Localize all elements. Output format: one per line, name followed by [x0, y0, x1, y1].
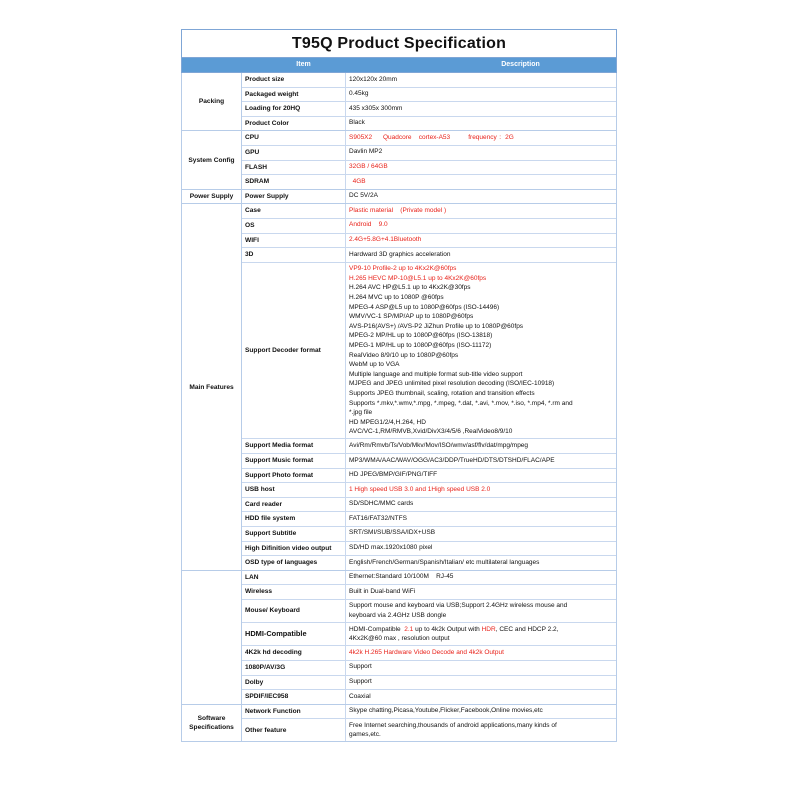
spec-value-text: Plastic material (Private model ): [349, 206, 447, 214]
spec-key: Support Decoder format: [242, 263, 346, 439]
spec-key: CPU: [242, 131, 346, 145]
spec-key: HDD file system: [242, 512, 346, 526]
spec-value-line: [349, 456, 613, 466]
spec-value-line: [349, 587, 613, 597]
spec-value-text: 32GB / 64GB: [349, 163, 388, 171]
spec-key: USB host: [242, 483, 346, 497]
spec-value-line: [349, 408, 613, 418]
table-row: [242, 705, 616, 719]
spec-group: [181, 73, 617, 131]
spec-value-line: [349, 322, 613, 332]
spec-value-text: Skype chatting,Picasa,Youtube,Flicker,Facebook,Online movies,etc: [349, 707, 543, 715]
spec-value-text: H.264 AVC HP@L5.1 up to 4Kx2K@30fps: [349, 284, 471, 292]
table-row: [242, 541, 616, 556]
spec-key: Power Supply: [242, 190, 346, 204]
spec-value-text: S905X2 Quadcore cortex-A53 frequency ：2G: [349, 133, 514, 141]
spec-value: [346, 263, 616, 439]
spec-value-text: HD MPEG1/2/4,H.264, HD: [349, 418, 426, 426]
table-row: [242, 526, 616, 541]
spec-value: [346, 556, 616, 570]
spec-value-text: 2.1: [404, 625, 414, 633]
spec-value-text: AVC/VC-1,RM/RMVB,Xvid/DivX3/4/5/6 ,RealVideo8/9/10: [349, 428, 513, 436]
spec-value: [346, 131, 616, 145]
spec-value-text: MPEG-2 MP/HL up to 1080P@60fps (ISO-13818): [349, 332, 493, 340]
spec-value: [346, 705, 616, 719]
spec-value-line: [349, 677, 613, 687]
spec-key: Mouse/ Keyboard: [242, 600, 346, 622]
page-title: T95Q Product Specification: [181, 29, 617, 57]
spec-value-line: [349, 427, 613, 437]
spec-value-text: Support: [349, 678, 372, 685]
spec-value: [346, 498, 616, 512]
table-row: [242, 482, 616, 497]
spec-value-line: [349, 379, 613, 389]
spec-value-text: 4GB: [349, 177, 366, 185]
spec-value: [346, 542, 616, 556]
spec-value: [346, 527, 616, 541]
spec-value: [346, 676, 616, 690]
spec-value-line: [349, 283, 613, 293]
spec-value-text: RealVideo 8/9/10 up to 1080P@60fps: [349, 351, 459, 359]
table-row: [242, 599, 616, 622]
spec-value-line: [349, 558, 613, 568]
table-row: [242, 174, 616, 189]
spec-value-text: 4k2k H.265 Hardware Video Decode and 4k2k Output: [349, 648, 504, 656]
spec-value: [346, 690, 616, 704]
spec-value: [346, 469, 616, 483]
spec-value-line: [349, 441, 613, 451]
spec-value-text: Support: [349, 663, 372, 671]
spec-value-text: up to 4k2k Output with: [413, 625, 482, 633]
spec-group: [181, 705, 617, 743]
spec-value-text: keyboard via 2.4GHz USB dongle: [349, 612, 447, 620]
spec-value-line: [349, 104, 613, 114]
spec-key: OS: [242, 219, 346, 233]
spec-key: Loading for 20HQ: [242, 102, 346, 116]
spec-value-text: games,etc.: [349, 731, 381, 739]
spec-value: [346, 117, 616, 131]
spec-key: GPU: [242, 146, 346, 160]
table-row: [242, 584, 616, 599]
spec-value-text: H.265 HEVC MP-10@L5.1 up to 4Kx2K@60fps: [349, 274, 487, 282]
spec-value: [346, 512, 616, 526]
spec-group: [181, 204, 617, 570]
table-row: [242, 145, 616, 160]
group-name: Packing: [182, 73, 242, 130]
spec-value-text: SD/SDHC/MMC cards: [349, 500, 414, 508]
spec-value-line: [349, 191, 613, 201]
spec-value-text: Android 9.0: [349, 221, 388, 229]
spec-value-text: VP9-10 Profile-2 up to 4Kx2K@60fps: [349, 265, 457, 273]
spec-value-line: [349, 312, 613, 322]
spec-value-line: [349, 572, 613, 582]
spec-value: [346, 571, 616, 585]
spec-value: [346, 204, 616, 218]
spec-value-line: [349, 399, 613, 409]
spec-key: SPDIF/IEC958: [242, 690, 346, 704]
spec-value-text: Davlin MP2: [349, 148, 383, 156]
table-header: [181, 57, 617, 73]
spec-value-line: [349, 706, 613, 716]
spec-value: [346, 161, 616, 175]
group-name: Power Supply: [182, 190, 242, 204]
spec-value-line: [349, 721, 613, 731]
spec-value-text: MPEG-4 ASP@L5 up to 1080P@60fps (ISO-14496): [349, 303, 500, 311]
table-row: [242, 660, 616, 675]
spec-key: Network Function: [242, 705, 346, 719]
spec-value-text: WebM up to VGA: [349, 361, 400, 369]
spec-value-line: [349, 370, 613, 380]
spec-key: Dolby: [242, 676, 346, 690]
spec-value-line: [349, 220, 613, 230]
spec-value-text: Support mouse and keyboard via USB;Support 2.4GHz wireless mouse and: [349, 602, 568, 610]
group-name: Software Specifications: [182, 705, 242, 742]
table-row: [242, 204, 616, 218]
spec-value: [346, 600, 616, 622]
spec-value-text: FAT16/FAT32/NTFS: [349, 514, 407, 522]
spec-value-text: WMV/VC-1 SP/MP/AP up to 1080P@60fps: [349, 313, 474, 321]
spec-value-line: [349, 351, 613, 361]
spec-value-text: MPEG-1 MP/HL up to 1080P@60fps (ISO-11172): [349, 341, 492, 349]
spec-value-text: 435 x305x 300mm: [349, 104, 403, 112]
spec-value-text: SRT/SMI/SUB/SSA/IDX+USB: [349, 529, 436, 537]
spec-key: OSD type of languages: [242, 556, 346, 570]
spec-value-line: [349, 118, 613, 128]
spec-value-text: 120x120x 20mm: [349, 75, 398, 83]
spec-value: [346, 73, 616, 87]
spec-value-line: [349, 360, 613, 370]
header-description: Description: [501, 61, 540, 68]
spec-value-line: [349, 692, 613, 702]
spec-value-line: [349, 274, 613, 284]
spec-value: [346, 661, 616, 675]
spec-value-text: Hardward 3D graphics acceleration: [349, 250, 451, 258]
spec-key: 4K2k hd decoding: [242, 646, 346, 660]
spec-value-text: H.264 MVC up to 1080P @60fps: [349, 294, 444, 301]
table-row: [242, 497, 616, 512]
spec-key: 3D: [242, 248, 346, 262]
spec-value-text: 4Kx2K@60 max , resolution output: [349, 635, 450, 643]
spec-value-text: Ethernet:Standard 10/100M RJ-45: [349, 573, 454, 581]
table-row: [242, 247, 616, 262]
spec-value-line: [349, 89, 613, 99]
spec-value-text: SD/HD max.1920x1080 pixel: [349, 544, 433, 552]
table-row: [242, 87, 616, 102]
spec-key: Product size: [242, 73, 346, 87]
spec-key: Support Photo format: [242, 469, 346, 483]
spec-key: HDMI-Compatible: [242, 623, 346, 645]
spec-table-body: [181, 73, 617, 742]
spec-key: SDRAM: [242, 175, 346, 189]
table-row: [242, 555, 616, 570]
table-row: [242, 116, 616, 131]
spec-key: Support Music format: [242, 454, 346, 468]
group-name: System Config: [182, 131, 242, 188]
spec-value-line: [349, 648, 613, 658]
spec-value-text: Coaxial: [349, 692, 371, 700]
spec-key: Support Media format: [242, 439, 346, 453]
spec-key: LAN: [242, 571, 346, 585]
spec-value: [346, 219, 616, 233]
spec-value-line: [349, 235, 613, 245]
spec-key: Packaged weight: [242, 88, 346, 102]
spec-value-line: [349, 389, 613, 399]
spec-key: Product Color: [242, 117, 346, 131]
table-row: [242, 675, 616, 690]
spec-value-text: HDMI-Compatible: [349, 625, 405, 633]
spec-value-text: *.jpg file: [349, 409, 373, 417]
spec-key: Case: [242, 204, 346, 218]
spec-sheet: [181, 29, 617, 742]
spec-value: [346, 88, 616, 102]
spec-value-line: [349, 264, 613, 274]
spec-value-line: [349, 303, 613, 313]
spec-key: WIFI: [242, 234, 346, 248]
spec-value-text: Supports *.mkv,*.wmv,*.mpg, *.mpeg, *.dat, *.avi, *.mov, *.iso, *.mp4, *.rm and: [349, 399, 573, 407]
spec-value-line: [349, 418, 613, 428]
spec-value-text: 2.4G+5.8G+4.1Bluetooth: [349, 236, 422, 244]
spec-value-line: [349, 499, 613, 509]
spec-value: [346, 439, 616, 453]
spec-group: [181, 571, 617, 705]
spec-key: Support Subtitle: [242, 527, 346, 541]
table-row: [242, 511, 616, 526]
spec-value: [346, 146, 616, 160]
spec-group: [181, 131, 617, 189]
spec-value-text: Built in Dual-band WiFi: [349, 587, 416, 595]
spec-value-text: HD JPEG/BMP/GIF/PNG/TIFF: [349, 471, 438, 479]
spec-value-line: [349, 75, 613, 85]
spec-value-line: [349, 177, 613, 187]
table-row: [242, 131, 616, 145]
spec-value: [346, 175, 616, 189]
spec-value-line: [349, 662, 613, 672]
spec-value: [346, 585, 616, 599]
spec-key: High Difinition video output: [242, 542, 346, 556]
spec-value-text: Supports JPEG thumbnail, scaling, rotation and transition effects: [349, 389, 535, 397]
spec-value: [346, 248, 616, 262]
spec-value-line: [349, 601, 613, 611]
spec-value-text: , CEC and HDCP 2.2,: [495, 625, 559, 633]
table-row: [242, 718, 616, 741]
table-row: [242, 468, 616, 483]
table-row: [242, 218, 616, 233]
table-row: [242, 689, 616, 704]
spec-value-line: [349, 470, 613, 480]
spec-value-text: English/French/German/Spanish/Italian/ etc multilateral languages: [349, 558, 540, 566]
spec-value-text: HDR: [481, 625, 496, 633]
spec-value-line: [349, 528, 613, 538]
table-row: [242, 190, 616, 204]
spec-group: [181, 190, 617, 205]
spec-value-text: MJPEG and JPEG unlimited pixel resolution decoding (ISO/IEC-10918): [349, 380, 555, 388]
group-name: [182, 571, 242, 704]
spec-value-line: [349, 634, 613, 644]
spec-value-text: DC 5V/2A: [349, 192, 378, 200]
spec-value-text: MP3/WMA/AAC/WAV/OGG/AC3/DDP/TrueHD/DTS/DTSHD/FLAC/APE: [349, 456, 555, 464]
spec-value: [346, 190, 616, 204]
spec-value-line: [349, 543, 613, 553]
spec-value-text: 1 High speed USB 3.0 and 1High speed USB 2.0: [349, 485, 491, 493]
spec-value: [346, 454, 616, 468]
table-row: [242, 73, 616, 87]
spec-value-text: Free Internet searching,thousands of android applications,many kinds of: [349, 721, 557, 729]
spec-value-line: [349, 514, 613, 524]
table-row: [242, 453, 616, 468]
spec-value-text: Black: [349, 119, 365, 127]
spec-value-line: [349, 133, 613, 143]
group-name: Main Features: [182, 204, 242, 569]
spec-value-text: Multiple language and multiple format sub-title video support: [349, 370, 523, 378]
spec-key: Other feature: [242, 719, 346, 741]
spec-value-line: [349, 331, 613, 341]
spec-value-line: [349, 625, 613, 635]
spec-value-line: [349, 147, 613, 157]
spec-value-line: [349, 250, 613, 260]
spec-value-text: 0.45kg: [349, 90, 369, 98]
spec-value: [346, 719, 616, 741]
spec-value-line: [349, 162, 613, 172]
spec-key: Card reader: [242, 498, 346, 512]
table-row: [242, 101, 616, 116]
spec-value: [346, 102, 616, 116]
spec-value-line: [349, 293, 613, 303]
spec-value-text: Avi/Rm/Rmvb/Ts/Vob/Mkv/Mov/ISO/wmv/asf/flv/dat/mpg/mpeg: [349, 441, 529, 449]
spec-value: [346, 646, 616, 660]
table-row: [242, 160, 616, 175]
spec-value-line: [349, 206, 613, 216]
spec-value-text: AVS-P16(AVS+) /AVS-P2 JiZhun Profile up to 1080P@60fps: [349, 322, 524, 330]
spec-value: [346, 234, 616, 248]
spec-value: [346, 623, 616, 645]
header-item: Item: [296, 61, 311, 68]
table-row: [242, 622, 616, 645]
spec-key: Wireless: [242, 585, 346, 599]
table-row: [242, 645, 616, 660]
spec-value-line: [349, 611, 613, 621]
spec-key: FLASH: [242, 161, 346, 175]
spec-value-line: [349, 730, 613, 740]
spec-value-line: [349, 485, 613, 495]
spec-key: 1080P/AV/3G: [242, 661, 346, 675]
table-row: [242, 262, 616, 439]
table-row: [242, 571, 616, 585]
table-row: [242, 438, 616, 453]
spec-value: [346, 483, 616, 497]
spec-value-line: [349, 341, 613, 351]
table-row: [242, 233, 616, 248]
